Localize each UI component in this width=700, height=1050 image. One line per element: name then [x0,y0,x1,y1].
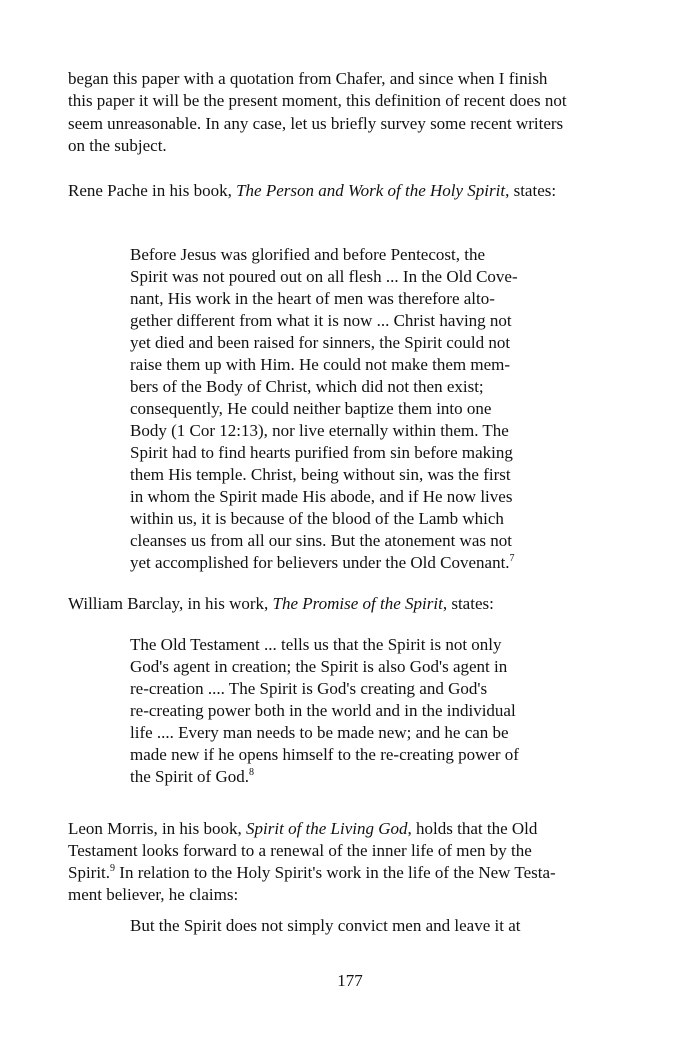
author-text: Rene Pache in his book, [68,181,237,200]
page-number: 177 [337,971,363,990]
quote-line: made new if he opens himself to the re-creating power of [130,745,519,764]
pache-intro [68,180,556,202]
quote-line: Before Jesus was glorified and before Pentecost, the [130,245,485,264]
quote-line: re-creating power both in the world and in the individual [130,701,516,720]
author-text: William Barclay, in his work, [68,594,273,613]
quote-line: raise them up with Him. He could not make them mem- [130,355,511,374]
quote-line: nant, His work in the heart of men was therefore alto- [130,289,495,308]
quote-line: in whom the Spirit made His abode, and if He now lives [130,487,513,506]
quote-line: re-creation .... The Spirit is God's creating and God's [130,679,488,698]
quote-line: Spirit was not poured out on all flesh ... In the Old Cove- [130,267,518,286]
intro-line: began this paper with a quotation from Chafer, and since when I finish [68,69,548,88]
quote-text: the Spirit of God. [130,767,249,786]
quote-line: But the Spirit does not simply convict men and leave it at [130,916,521,935]
author-text: Leon Morris, in his book, [68,819,247,838]
quote-line: life .... Every man needs to be made new; and he can be [130,723,509,742]
intro-line: this paper it will be the present moment, this definition of recent does not [68,91,567,110]
quote-line: bers of the Body of Christ, which did not then exist; [130,377,484,396]
intro-line: seem unreasonable. In any case, let us briefly survey some recent writers [68,114,564,133]
quote-line: The Old Testament ... tells us that the Spirit is not only [130,635,502,654]
quote-text: yet accomplished for believers under the Old Covenant. [130,553,510,572]
book-title: The Person and Work of the Holy Spirit [236,181,506,200]
morris-text: Spirit. [68,863,111,882]
quote-line [130,552,515,574]
morris-text: In relation to the Holy Spirit's work in the life of the New Testa- [115,863,556,882]
quote-line: God's agent in creation; the Spirit is also God's agent in [130,657,508,676]
morris-line [68,862,556,884]
quote-line [130,766,254,788]
morris-line: Testament looks forward to a renewal of the inner life of men by the [68,841,532,860]
quote-line: gether different from what it is now ... Christ having not [130,311,512,330]
quote-line: within us, it is because of the blood of the Lamb which [130,509,504,528]
book-title: Spirit of the Living God [246,819,408,838]
intro-line: on the subject. [68,136,167,155]
barclay-intro [68,593,494,615]
morris-line: ment believer, he claims: [68,885,239,904]
morris-line [68,818,537,840]
morris-text: , holds that the Old [407,819,538,838]
quote-line: Body (1 Cor 12:13), nor live eternally within them. The [130,421,509,440]
intro-suffix: , states: [442,594,494,613]
footnote-marker: 8 [249,767,254,778]
footnote-marker: 9 [110,863,116,874]
footnote-marker: 7 [509,553,515,564]
book-title: The Promise of the Spirit [272,594,443,613]
quote-line: yet died and been raised for sinners, the Spirit could not [130,333,511,352]
quote-line: them His temple. Christ, being without sin, was the first [130,465,511,484]
quote-line: Spirit had to find hearts purified from sin before making [130,443,513,462]
quote-line: cleanses us from all our sins. But the atonement was not [130,531,512,550]
intro-suffix: , states: [505,181,557,200]
quote-line: consequently, He could neither baptize them into one [130,399,492,418]
